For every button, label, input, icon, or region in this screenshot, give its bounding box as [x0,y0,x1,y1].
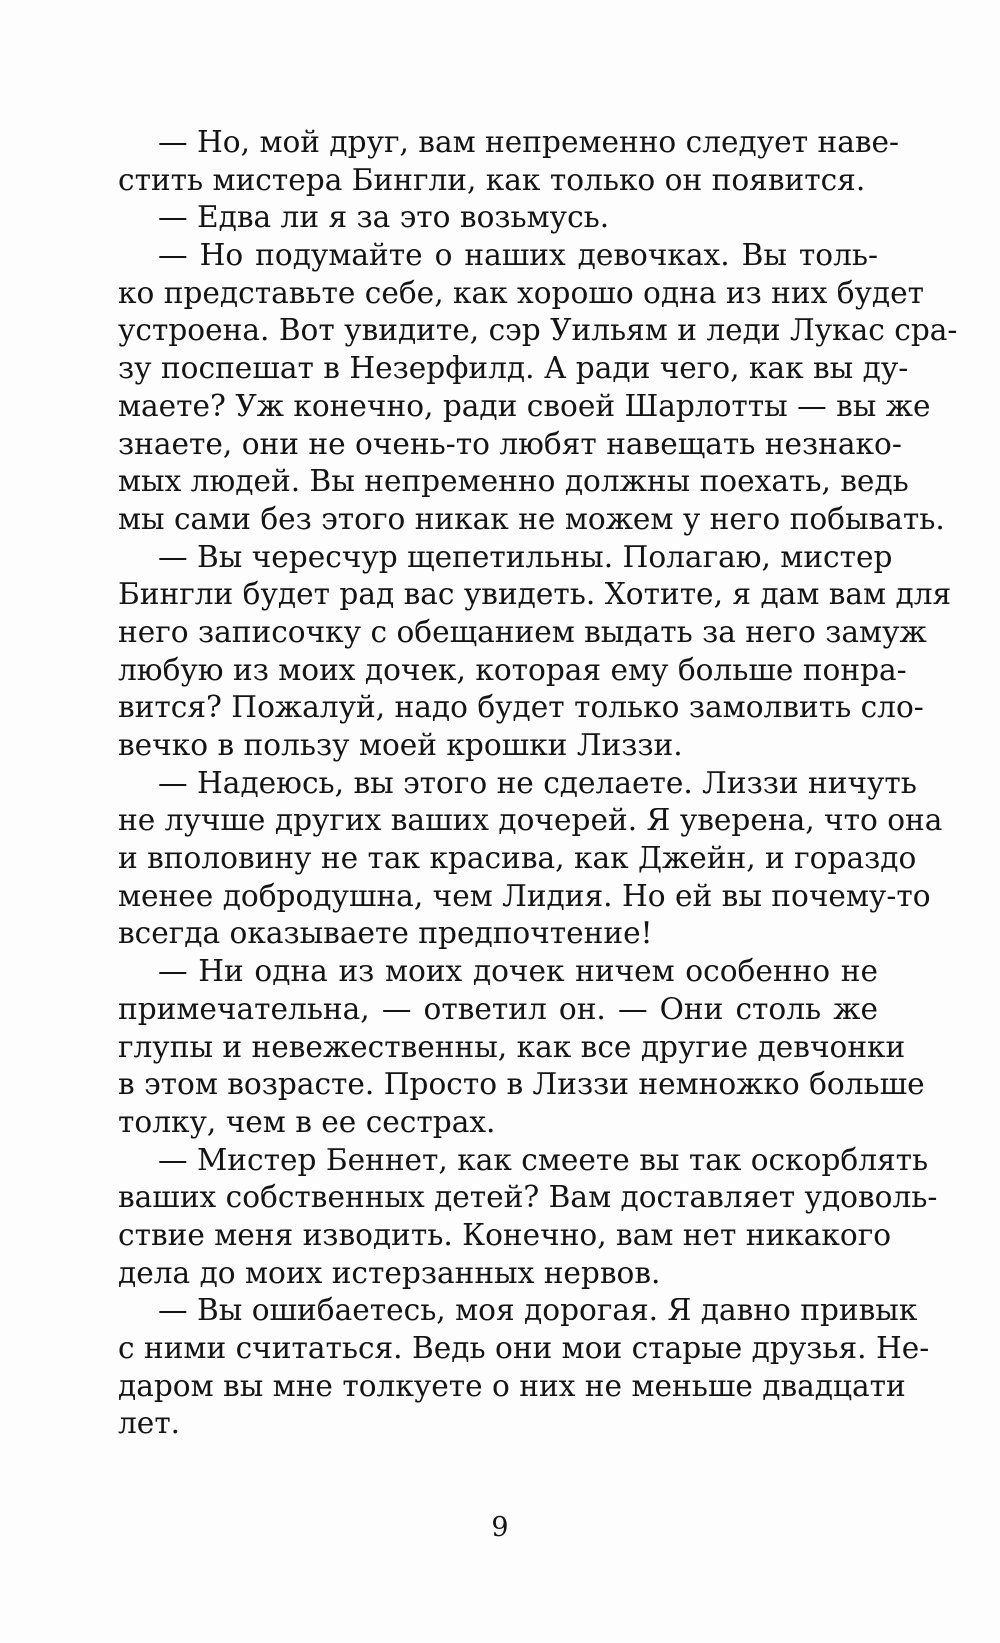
text-line: любую из моих дочек, которая ему больше понра- [118,652,907,687]
text-line: менее добродушна, чем Лидия. Но ей вы почему-то [118,878,931,913]
text-line: толку, чем в ее сестрах. [118,1104,496,1139]
text-line: — Мистер Беннет, как смеете вы так оскорблять [158,1142,929,1177]
body-text [118,124,958,1443]
text-line: ко представьте себе, как хорошо одна из них будет [118,275,925,310]
text-line: — Ни одна из моих дочек ничем особенно не [158,954,878,989]
text-line: с ними считаться. Ведь они мои старые друзья. Не- [118,1331,930,1365]
text-line: глупы и невежественны, как все другие девчонки [118,1029,906,1064]
text-line: и вполовину не так красива, как Джейн, и гораздо [118,841,917,876]
text-line: — Но подумайте о наших девочках. Вы толь- [158,238,878,273]
text-line: — Вы чересчур щепетильны. Полагаю, мистер [158,539,893,574]
text-line: мы сами без этого никак не можем у него побывать. [118,501,945,536]
text-line: не лучше других ваших дочерей. Я уверена, что она [118,803,943,838]
text-line: стить мистера Бингли, как только он появится. [118,162,866,197]
text-line: ваших собственных детей? Вам доставляет удоволь- [118,1180,938,1215]
text-line: зу поспешат в Незерфилд. А ради чего, как вы ду- [118,351,909,386]
text-line: вечко в пользу моей крошки Лиззи. [118,728,683,762]
text-line: — Но, мой друг, вам непременно следует наве- [158,125,900,159]
text-line: дела до моих истерзанных нервов. [118,1255,661,1290]
text-line: — Надеюсь, вы этого не сделаете. Лиззи ничуть [158,765,917,800]
text-line: вится? Пожалуй, надо будет только замолвить сло- [118,690,924,725]
page-number: 9 [491,1512,509,1543]
text-line: ствие меня изводить. Конечно, вам нет никакого [118,1217,892,1252]
text-line: в этом возрасте. Просто в Лиззи немножко больше [118,1067,925,1102]
text-line: него записочку с обещанием выдать за него замуж [118,614,927,649]
text-line: — Едва ли я за это возьмусь. [158,200,610,235]
text-line: примечательна, — ответил он. — Они столь же [118,991,878,1026]
text-line: мых людей. Вы непременно должны поехать, ведь [118,464,909,499]
text-line: знаете, они не очень-то любят навещать незнако- [118,426,902,461]
text-line: маете? Уж конечно, ради своей Шарлотты — вы же [118,388,931,423]
text-line: лет. [118,1406,181,1441]
text-line: даром вы мне толкуете о них не меньше двадцати [118,1368,906,1403]
text-line: всегда оказываете предпочтение! [118,916,653,951]
text-line: Бингли будет рад вас увидеть. Хотите, я дам вам для [118,577,952,612]
text-line: устроена. Вот увидите, сэр Уильям и леди Лукас сра- [118,313,958,348]
text-line: — Вы ошибаетесь, моя дорогая. Я давно привык [158,1293,918,1328]
